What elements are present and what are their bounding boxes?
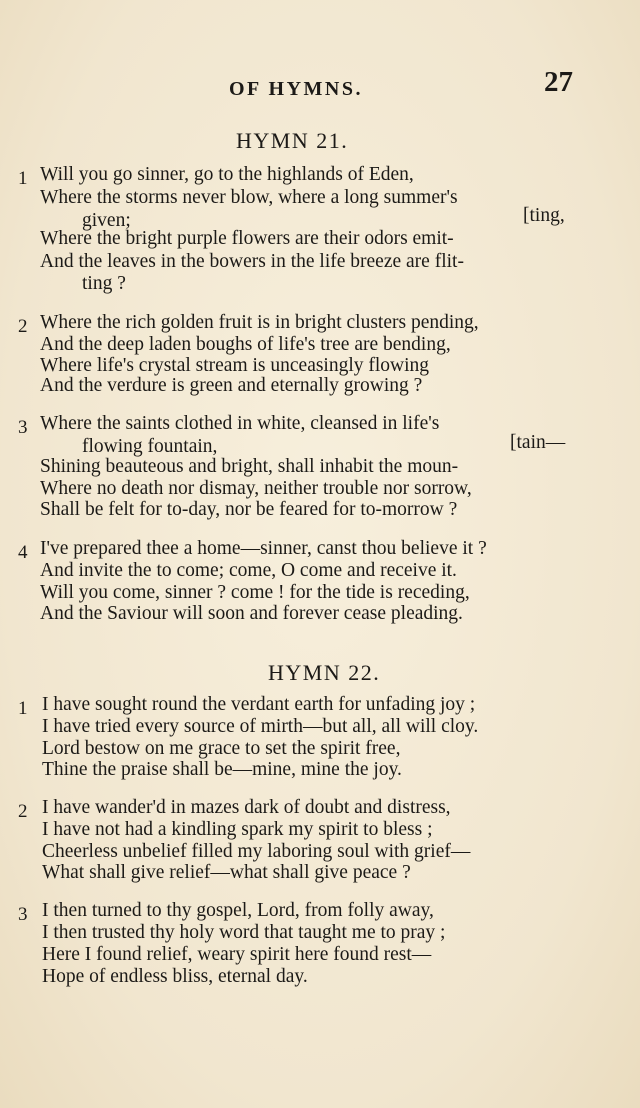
verse-line: I've prepared thee a home—sinner, canst thou believe it ? — [40, 538, 487, 559]
verse-line: And the deep laden boughs of life's tree are bending, — [40, 334, 451, 355]
verse-number: 3 — [18, 904, 28, 925]
verse-line: Where the saints clothed in white, cleansed in life's — [40, 413, 440, 434]
verse-number: 1 — [18, 168, 28, 189]
verse-line: Shall be felt for to-day, nor be feared for to-morrow ? — [40, 499, 458, 520]
running-head: OF HYMNS. — [229, 78, 363, 100]
verse-line-turnover: [tain— — [510, 432, 566, 453]
verse-line: Will you come, sinner ? come ! for the tide is receding, — [40, 582, 470, 603]
verse-line: And the leaves in the bowers in the life breeze are flit- — [40, 251, 464, 272]
verse-line: Where the rich golden fruit is in bright clusters pending, — [40, 312, 479, 333]
verse-number: 1 — [18, 698, 28, 719]
verse-number: 2 — [18, 801, 28, 822]
verse-line: Thine the praise shall be—mine, mine the joy. — [42, 759, 402, 780]
verse-line: Lord bestow on me grace to set the spirit free, — [42, 738, 401, 759]
verse-line: Where no death nor dismay, neither trouble nor sorrow, — [40, 478, 472, 499]
verse-line: Hope of endless bliss, eternal day. — [42, 966, 308, 987]
verse-line: I have not had a kindling spark my spirit to bless ; — [42, 819, 433, 840]
verse-line: Cheerless unbelief filled my laboring soul with grief— — [42, 841, 471, 862]
page-number: 27 — [544, 66, 573, 98]
hymn-22-title: HYMN 22. — [268, 660, 381, 685]
verse-line: And invite the to come; come, O come and receive it. — [40, 560, 457, 581]
verse-number: 2 — [18, 316, 28, 337]
verse-line: I then trusted thy holy word that taught me to pray ; — [42, 922, 446, 943]
verse-line: Here I found relief, weary spirit here found rest— — [42, 944, 432, 965]
verse-number: 4 — [18, 542, 28, 563]
verse-line: And the Saviour will soon and forever cease pleading. — [40, 603, 463, 624]
verse-line: ting ? — [82, 273, 126, 294]
verse-line: Where the bright purple flowers are their odors emit- — [40, 228, 454, 249]
hymn-21-title: HYMN 21. — [236, 128, 349, 153]
verse-line: given; — [82, 210, 131, 231]
verse-line: Where life's crystal stream is unceasingly flowing — [40, 355, 430, 376]
verse-line: I then turned to thy gospel, Lord, from folly away, — [42, 900, 434, 921]
verse-line: And the verdure is green and eternally growing ? — [40, 375, 423, 396]
verse-line: I have wander'd in mazes dark of doubt and distress, — [42, 797, 451, 818]
verse-line: What shall give relief—what shall give peace ? — [42, 862, 411, 883]
verse-line: flowing fountain, — [82, 436, 218, 457]
verse-line-turnover: [ting, — [523, 205, 565, 226]
verse-line: I have tried every source of mirth—but all, all will cloy. — [42, 716, 479, 737]
verse-line: Where the storms never blow, where a long summer's — [40, 187, 458, 208]
verse-line: Shining beauteous and bright, shall inhabit the moun- — [40, 456, 459, 477]
verse-number: 3 — [18, 417, 28, 438]
verse-line: Will you go sinner, go to the highlands of Eden, — [40, 164, 414, 185]
verse-line: I have sought round the verdant earth for unfading joy ; — [42, 694, 476, 715]
